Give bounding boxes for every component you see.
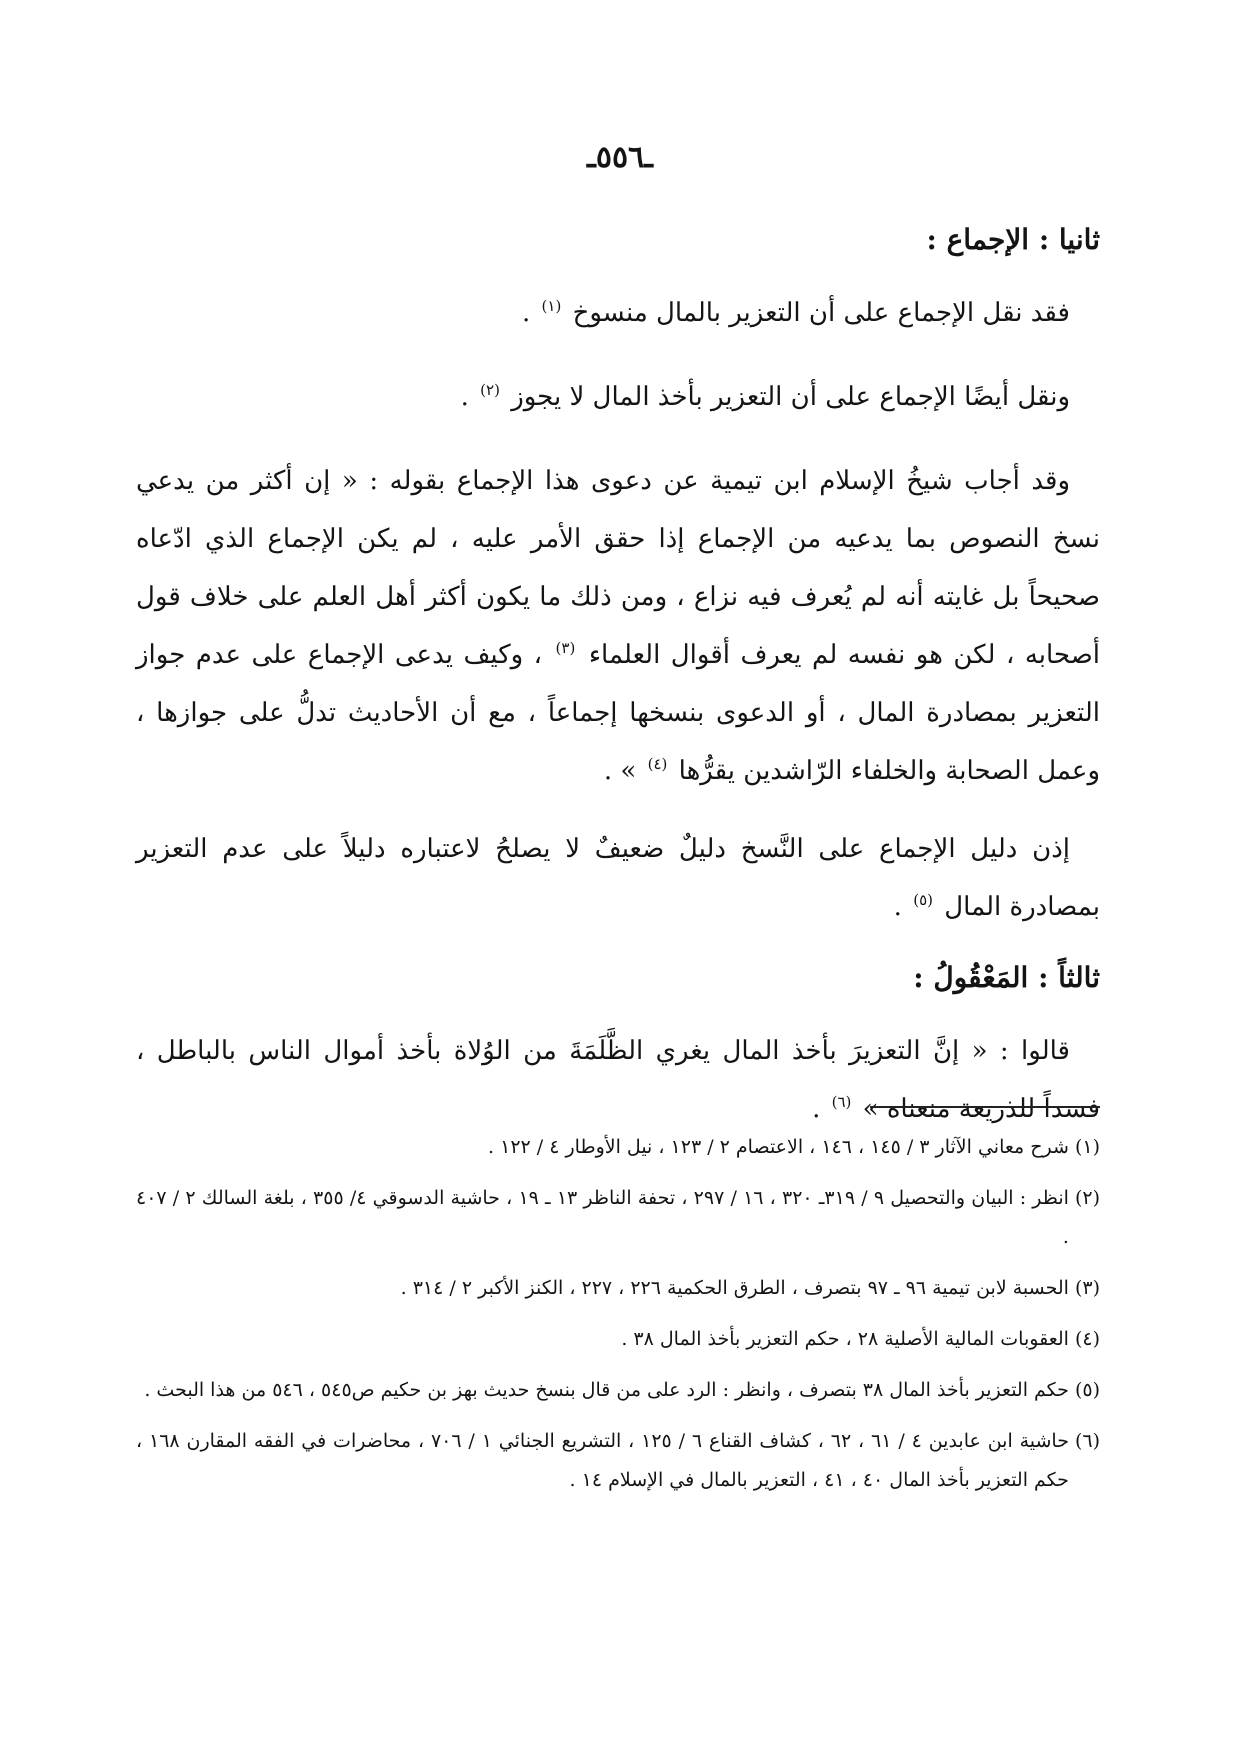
- footnote-text: شرح معاني الآثار ٣ / ١٤٥ ، ١٤٦ ، الاعتصام ٢ / ١٢٣ ، نيل الأوطار ٤ / ١٢٢ .: [488, 1136, 1069, 1158]
- footnote-text: حكم التعزير بأخذ المال ٣٨ بتصرف ، وانظر : الرد على من قال بنسخ حديث بهز بن حكيم ص٥٤٥ ، ٥٤٦ من هذا البحث .: [144, 1379, 1069, 1401]
- footnote-number: (٢): [1074, 1187, 1100, 1209]
- paragraph-end: » .: [603, 756, 637, 786]
- section-heading-ijma: ثانيا : الإجماع :: [926, 223, 1100, 256]
- paragraph-text: ونقل أيضًا الإجماع على أن التعزير بأخذ المال لا يجوز: [511, 382, 1070, 412]
- footnote-6: [136, 1422, 1100, 1500]
- main-text: [136, 218, 1100, 1158]
- paragraph-2: [136, 368, 1100, 426]
- footnote-text: انظر : البيان والتحصيل ٩ / ٣١٩ـ ٣٢٠ ، ١٦ / ٢٩٧ ، تحفة الناظر ١٣ ـ ١٩ ، حاشية الدسوقي ٤/ ٣٥٥ ، بلغة السالك ٢ / ٤٠٧ .: [136, 1187, 1069, 1248]
- footnote-number: (٥): [1074, 1379, 1100, 1401]
- footnote-ref: (٤): [647, 755, 668, 774]
- footnote-number: (٣): [1074, 1277, 1100, 1299]
- footnote-5: [136, 1371, 1100, 1410]
- paragraph-end: .: [893, 892, 911, 922]
- footnote-text: العقوبات المالية الأصلية ٢٨ ، حكم التعزير بأخذ المال ٣٨ .: [621, 1328, 1069, 1350]
- footnote-1: [136, 1128, 1100, 1167]
- paragraph-4: [136, 820, 1100, 936]
- page-number: ـ٥٥٦ـ: [587, 140, 653, 175]
- footnote-number: (١): [1074, 1136, 1100, 1158]
- paragraph-end: .: [812, 1094, 829, 1124]
- footnote-ref: (١): [541, 297, 562, 316]
- footnote-3: [136, 1269, 1100, 1308]
- paragraph-end: .: [460, 382, 478, 412]
- footnote-ref: (٥): [913, 891, 933, 910]
- footnote-text: الحسبة لابن تيمية ٩٦ ـ ٩٧ بتصرف ، الطرق الحكمية ٢٢٦ ، ٢٢٧ ، الكنز الأكبر ٢ / ٣١٤ .: [400, 1277, 1069, 1299]
- footnotes: [136, 1128, 1100, 1512]
- paragraph-text-continued: ، وكيف يدعى الإجماع على عدم جواز التعزير بمصادرة المال ، أو الدعوى بنسخها إجماعاً ، مع أن الأحاديث تدلُّ على جوازها ، وعمل الصحابة والخلفاء الرّاشدين يقرُّها: [136, 640, 1100, 786]
- footnote-ref: (٣): [555, 639, 576, 658]
- section-heading-reason: ثالثاً : المَعْقُولُ :: [913, 961, 1100, 994]
- paragraph-5: [136, 1022, 1100, 1138]
- footnote-ref: (٢): [480, 381, 500, 400]
- paragraph-text: إذن دليل الإجماع على النَّسخ دليلٌ ضعيفٌ لا يصلحُ لاعتباره دليلاً على عدم التعزير بمصادرة المال: [136, 834, 1100, 922]
- footnote-number: (٤): [1074, 1328, 1100, 1350]
- paragraph-text: قالوا : « إنَّ التعزيرَ بأخذ المال يغري الظَّلَمَةَ من الوُلاة بأخذ أموال الناس بالباطل ، فسداً للذريعة منعناه »: [136, 1036, 1100, 1124]
- footnote-number: (٦): [1074, 1430, 1100, 1452]
- footnote-ref: (٦): [831, 1093, 852, 1112]
- paragraph-3: [136, 452, 1100, 800]
- footnote-text: حاشية ابن عابدين ٤ / ٦١ ، ٦٢ ، كشاف القناع ٦ / ١٢٥ ، التشريع الجنائي ١ / ٧٠٦ ، محاضرات في الفقه المقارن ١٦٨ ، حكم التعزير بأخذ المال ٤٠ ، ٤١ ، التعزير بالمال في الإسلام ١٤ .: [136, 1430, 1069, 1491]
- footnote-separator: [870, 1106, 1100, 1108]
- footnote-4: [136, 1320, 1100, 1359]
- paragraph-1: [136, 284, 1100, 342]
- footnote-2: [136, 1179, 1100, 1257]
- paragraph-end: .: [521, 298, 539, 328]
- paragraph-text: وقد أجاب شيخُ الإسلام ابن تيمية عن دعوى هذا الإجماع بقوله : « إن أكثر من يدعي نسخ النصوص بما يدعيه من الإجماع إذا حقق الأمر عليه ، لم يكن الإجماع الذي ادّعاه صحيحاً بل غايته أنه لم يُعرف فيه نزاع ، ومن ذلك ما يكون أكثر أهل العلم على خلاف قول أصحابه ، لكن هو نفسه لم يعرف أقوال العلماء: [136, 466, 1101, 670]
- paragraph-text: فقد نقل الإجماع على أن التعزير بالمال منسوخ: [572, 298, 1070, 328]
